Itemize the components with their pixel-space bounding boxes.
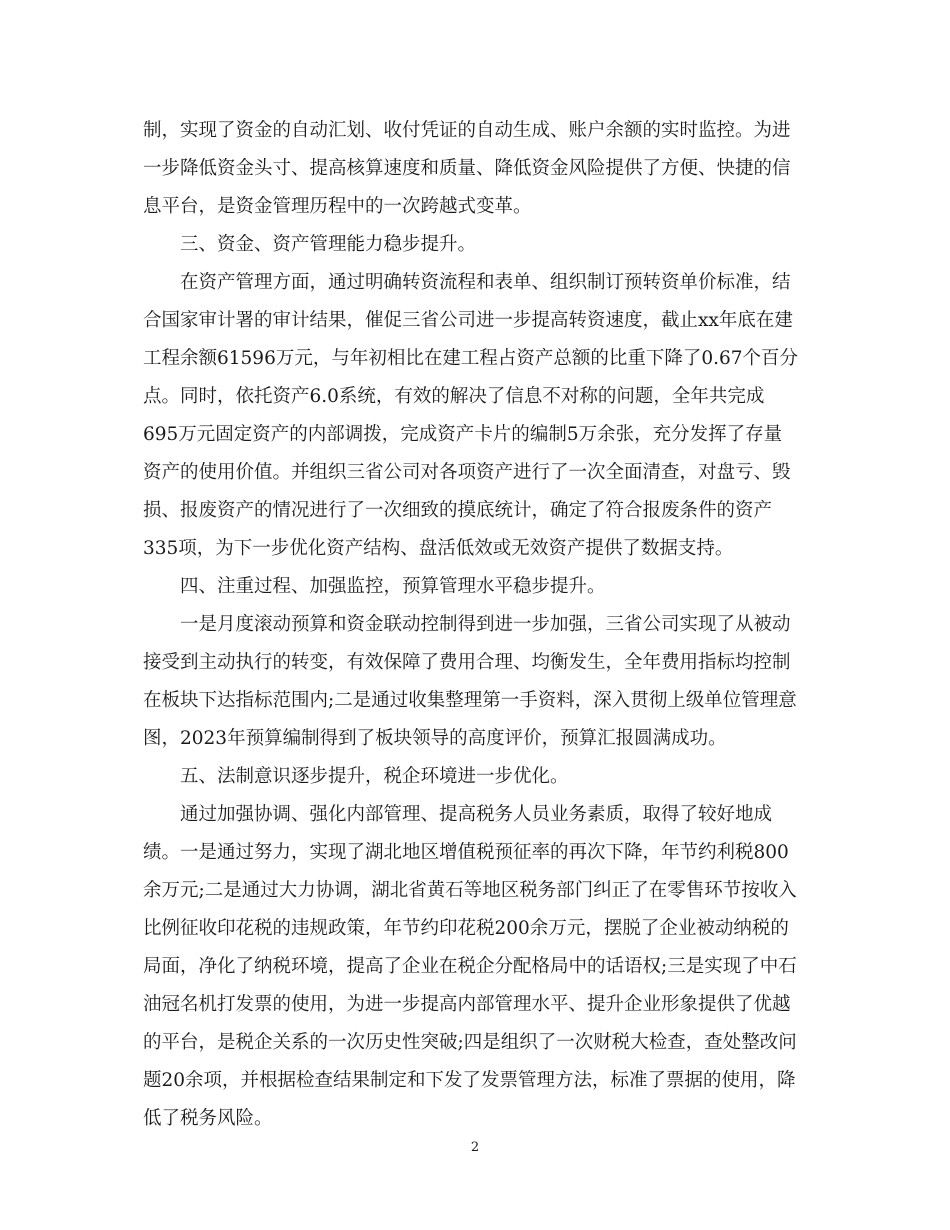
text-line: 余万元;二是通过大力协调，湖北省黄石等地区税务部门纠正了在零售环节按收入 xyxy=(143,880,797,901)
text-line: 损、报废资产的情况进行了一次细致的摸底统计，确定了符合报废条件的资产 xyxy=(143,500,773,521)
text-line: 局面，净化了纳税环境，提高了企业在税企分配格局中的话语权;三是实现了中石 xyxy=(143,956,797,977)
section-heading: 四、注重过程、加强监控，预算管理水平稳步提升。 xyxy=(180,576,606,597)
text-line: 接受到主动执行的转变，有效保障了费用合理、均衡发生，全年费用指标均控制 xyxy=(143,652,791,673)
text-line: 绩。一是通过努力，实现了湖北地区增值税预征率的再次下降，年节约利税800 xyxy=(143,842,789,863)
text-line: 335项，为下一步优化资产结构、盘活低效或无效资产提供了数据支持。 xyxy=(143,538,734,559)
text-line: 一步降低资金头寸、提高核算速度和质量、降低资金风险提供了方便、快捷的信 xyxy=(143,158,791,179)
text-line: 图，2023年预算编制得到了板块领导的高度评价，预算汇报圆满成功。 xyxy=(143,728,727,749)
text-line: 油冠名机打发票的使用，为进一步提高内部管理水平、提升企业形象提供了优越 xyxy=(143,994,791,1015)
section-heading: 五、法制意识逐步提升，税企环境进一步优化。 xyxy=(180,766,569,787)
section-heading: 三、资金、资产管理能力稳步提升。 xyxy=(180,234,477,255)
text-line: 比例征收印花税的违规政策，年节约印花税200余万元，摆脱了企业被动纳税的 xyxy=(143,918,789,939)
text-line: 在资产管理方面，通过明确转资流程和表单、组织制订预转资单价标准，结 xyxy=(180,272,791,293)
text-line: 工程余额61596万元，与年初相比在建工程占资产总额的比重下降了0.67个百分 xyxy=(143,348,799,369)
text-line: 695万元固定资产的内部调拨，完成资产卡片的编制5万余张，充分发挥了存量 xyxy=(143,424,783,445)
text-line: 在板块下达指标范围内;二是通过收集整理第一手资料，深入贯彻上级单位管理意 xyxy=(143,690,797,711)
text-line: 的平台，是税企关系的一次历史性突破;四是组织了一次财税大检查，查处整改问 xyxy=(143,1032,797,1053)
text-line: 息平台，是资金管理历程中的一次跨越式变革。 xyxy=(143,196,532,217)
text-line: 资产的使用价值。并组织三省公司对各项资产进行了一次全面清查，对盘亏、毁 xyxy=(143,462,791,483)
text-line: 题20余项，并根据检查结果制定和下发了发票管理方法，标准了票据的使用，降 xyxy=(143,1070,796,1091)
page-number: 2 xyxy=(470,1140,480,1155)
text-line: 点。同时，依托资产6.0系统，有效的解决了信息不对称的问题，全年共完成 xyxy=(143,386,765,407)
text-line: 合国家审计署的审计结果，催促三省公司进一步提高转资速度，截止xx年底在建 xyxy=(143,310,793,331)
text-line: 制，实现了资金的自动汇划、收付凭证的自动生成、账户余额的实时监控。为进 xyxy=(143,120,791,141)
text-line: 通过加强协调、强化内部管理、提高税务人员业务素质，取得了较好地成 xyxy=(180,804,773,825)
text-line: 低了税务风险。 xyxy=(143,1108,273,1129)
text-line: 一是月度滚动预算和资金联动控制得到进一步加强，三省公司实现了从被动 xyxy=(180,614,791,635)
